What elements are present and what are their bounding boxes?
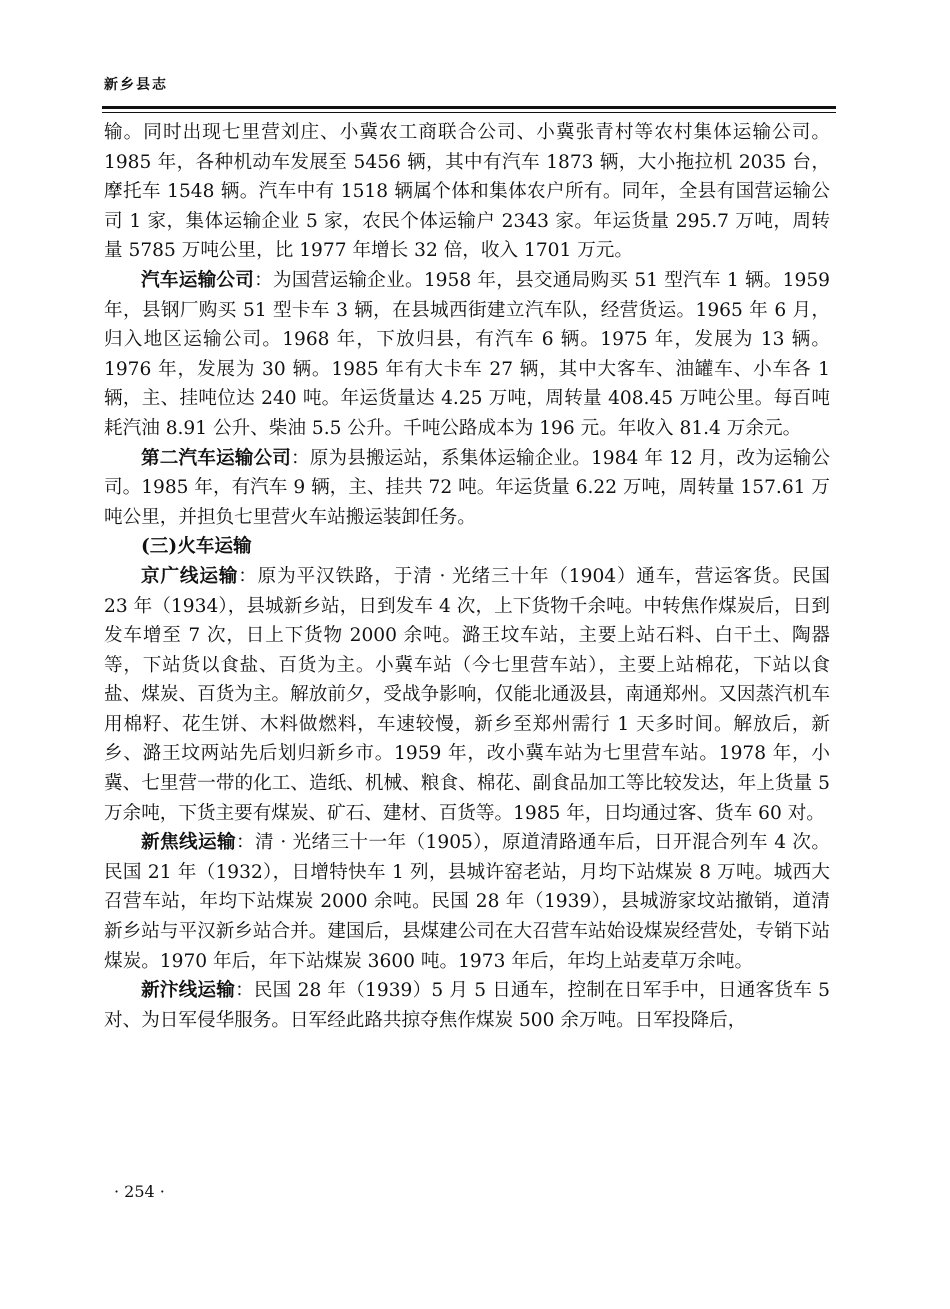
header-rule-thin [102,112,836,113]
paragraph-lead: 京广线运输 [141,565,239,587]
paragraph-text: 输。同时出现七里营刘庄、小冀农工商联合公司、小冀张青村等农村集体运输公司。1985 年，各种机动车发展至 5456 辆，其中有汽车 1873 辆，大小拖拉机 2035 台，摩托车 1548 辆。汽车中有 1518 辆属个体和集体农户所有。同年，全县有国营运输公司 1 家，集体运输企业 5 家，农民个体运输户 2343 家。年运货量 295.7 万吨，周转量 5785 万吨公里，比 1977 年增长 32 倍，收入 1701 万元。 [104,122,830,262]
paragraph [104,562,830,828]
paragraph [104,976,830,1035]
paragraph [104,266,830,444]
paragraph-text: ：原为平汉铁路，于清 · 光绪三十年（1904）通车，营运客货。民国 23 年（1934），县城新乡站，日到发车 4 次，上下货物千余吨。中转焦作煤炭后，日到发车增至 7 次，日上下货物 2000 余吨。潞王坟车站，主要上站石料、白干土、陶器等，下站货以食盐、百货为主。小冀车站（今七里营车站），主要上站棉花，下站以食盐、煤炭、百货为主。解放前夕，受战争影响，仅能北通汲县，南通郑州。又因蒸汽机车用棉籽、花生饼、木料做燃料，车速较慢，新乡至郑州需行 1 天多时间。解放后，新乡、潞王坟两站先后划归新乡市。1959 年，改小冀车站为七里营车站。1978 年，小冀、七里营一带的化工、造纸、机械、粮食、棉花、副食品加工等比较发达，年上货量 5 万余吨，下货主要有煤炭、矿石、建材、百货等。1985 年，日均通过客、货车 60 对。 [104,565,830,824]
paragraph [104,828,830,976]
paragraph-lead: 第二汽车运输公司 [141,447,291,469]
paragraph-text: ：为国营运输企业。1958 年，县交通局购买 51 型汽车 1 辆。1959 年，县钢厂购买 51 型卡车 3 辆，在县城西街建立汽车队，经营货运。1965 年 6 月，归入地区运输公司。1968 年，下放归县，有汽车 6 辆。1975 年，发展为 13 辆。1976 年，发展为 30 辆。1985 年有大卡车 27 辆，其中大客车、油罐车、小车各 1 辆，主、挂吨位达 240 吨。年运货量达 4.25 万吨，周转量 408.45 万吨公里。每百吨耗汽油 8.91 公升、柴油 5.5 公升。千吨公路成本为 196 元。年收入 81.4 万余元。 [104,269,830,439]
paragraph-text: ：原为县搬运站，系集体运输企业。1984 年 12 月，改为运输公司。1985 年，有汽车 9 辆，主、挂共 72 吨。年运货量 6.22 万吨，周转量 157.61 万吨公里，并担负七里营火车站搬运装卸任务。 [104,447,830,528]
body-text [104,118,830,1035]
header-rule-thick [102,106,836,109]
paragraph-lead: 新汴线运输 [141,980,236,1002]
section-heading: (三)火车运输 [141,536,252,558]
page-number: · 254 · [114,1182,165,1201]
paragraph-lead: 汽车运输公司 [141,269,255,291]
paragraph-text: ：清 · 光绪三十一年（1905），原道清路通车后，日开混合列车 4 次。民国 21 年（1932），日增特快车 1 列，县城许窑老站，月均下站煤炭 8 万吨。城西大召营车站，年均下站煤炭 2000 余吨。民国 28 年（1939），县城游家坟站撤销，道清新乡站与平汉新乡站合并。建国后，县煤建公司在大召营车站始设煤炭经营处，专销下站煤炭。1970 年后，年下站煤炭 3600 吨。1973 年后，年均上站麦草万余吨。 [104,832,830,972]
paragraph [104,444,830,533]
paragraph-lead: 新焦线运输 [141,832,236,854]
paragraph-text: ：民国 28 年（1939）5 月 5 日通车，控制在日军手中，日通客货车 5 对、为日军侵华服务。日军经此路共掠夺焦作煤炭 500 余万吨。日军投降后， [104,980,830,1031]
running-header: 新乡县志 [104,77,168,93]
paragraph [104,118,830,266]
